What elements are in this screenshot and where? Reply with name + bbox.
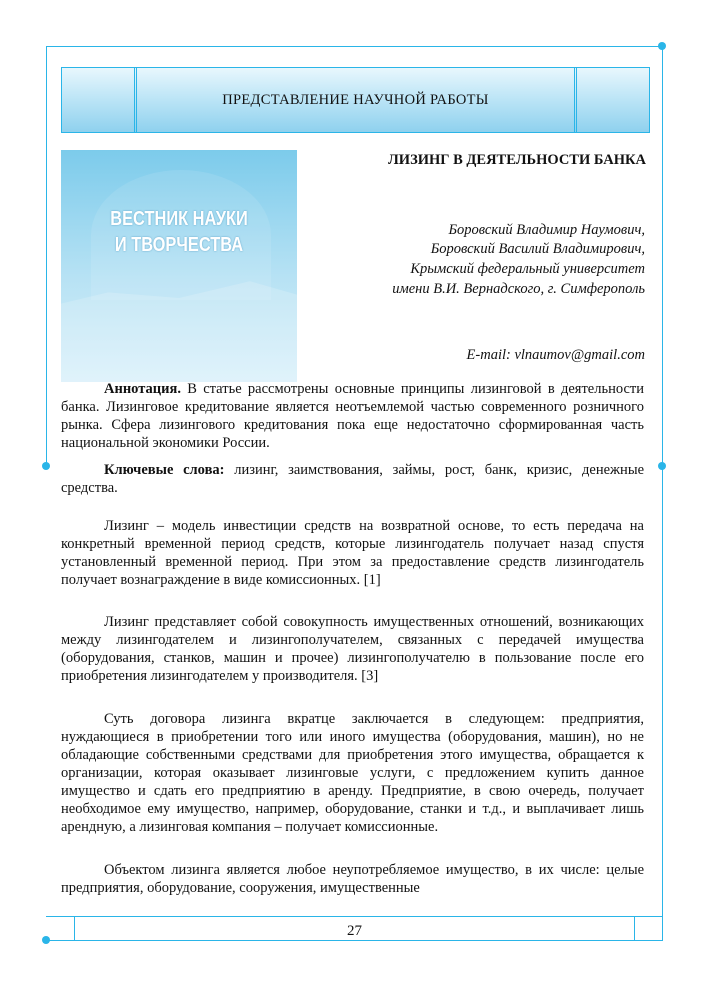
header-banner bbox=[61, 67, 650, 133]
author-line: Боровский Василий Владимирович, bbox=[430, 241, 645, 257]
frame-dot-top-right bbox=[658, 42, 666, 50]
frame-dot-left-mid bbox=[42, 462, 50, 470]
author-email: E-mail: vlnaumov@gmail.com bbox=[466, 347, 645, 363]
frame-left-line bbox=[46, 46, 47, 466]
journal-logo bbox=[61, 150, 297, 382]
footer-top-line bbox=[46, 916, 663, 917]
abstract-text: В статье рассмотрены основные принципы лизинговой в деятельности банка. Лизинговое кредитование является неотъемлемой частью современного розничного рынка. Сфера лизингового кредитования пока еще недостаточно сформированная часть национальной экономики России. bbox=[61, 381, 644, 451]
logo-text-line1: ВЕСТНИК НАУКИ bbox=[110, 208, 248, 230]
logo-text-line2: И ТВОРЧЕСТВА bbox=[114, 234, 244, 256]
page-number: 27 bbox=[347, 923, 362, 939]
body-paragraph: Суть договора лизинга вкратце заключается в следующем: предприятия, нуждающиеся в приобретении того или иного имущества (оборудования, машин), но не обладающие собственными средствами для приобретения этого имущества, обращается к организации, которая оказывает лизинговые услуги, с предложением купить данное имущество и сдать его предприятию в аренду. Предприятие, в свою очередь, получает необходимое ему имущество, например, оборудование, станки и т.д., и выплачивает лишь арендную, а лизинговая компания – получает комиссионные. bbox=[61, 711, 644, 835]
keywords-label: Ключевые слова: bbox=[104, 462, 225, 478]
body-paragraph: Лизинг – модель инвестиции средств на возвратной основе, то есть передача на конкретный временной период средств, которые лизингодатель получает назад спустя установленный временной период. При этом за предоставление средств лизингодатель получает вознаграждение в виде комиссионных. [1] bbox=[61, 518, 644, 588]
body-paragraph: Объектом лизинга является любое неупотребляемое имущество, в их числе: целые предприятия, оборудование, сооружения, имущественные bbox=[61, 862, 644, 896]
keywords bbox=[61, 461, 644, 497]
keywords-text: лизинг, заимствования, займы, рост, банк, кризис, денежные средства. bbox=[61, 462, 644, 496]
footer-bottom-line bbox=[46, 940, 663, 941]
affiliation-line: имени В.И. Вернадского, г. Симферополь bbox=[392, 281, 645, 297]
frame-right-lower-line bbox=[662, 466, 663, 940]
abstract-label: Аннотация. bbox=[104, 381, 181, 397]
author-line: Боровский Владимир Наумович, bbox=[448, 222, 645, 238]
abstract bbox=[61, 380, 644, 452]
section-title: ПРЕДСТАВЛЕНИЕ НАУЧНОЙ РАБОТЫ bbox=[222, 92, 489, 108]
frame-top-line bbox=[46, 46, 663, 47]
affiliation-line: Крымский федеральный университет bbox=[410, 261, 645, 277]
frame-right-line bbox=[662, 46, 663, 466]
body-paragraph: Лизинг представляет собой совокупность имущественных отношений, возникающих между лизингодателем и лизингополучателем, связанных с передачей имущества (оборудования, станков, машин и прочее) лизингополучателю в пользование после его приобретения лизингодателем у производителя. [3] bbox=[61, 614, 644, 684]
article-title: ЛИЗИНГ В ДЕЯТЕЛЬНОСТИ БАНКА bbox=[387, 152, 646, 168]
